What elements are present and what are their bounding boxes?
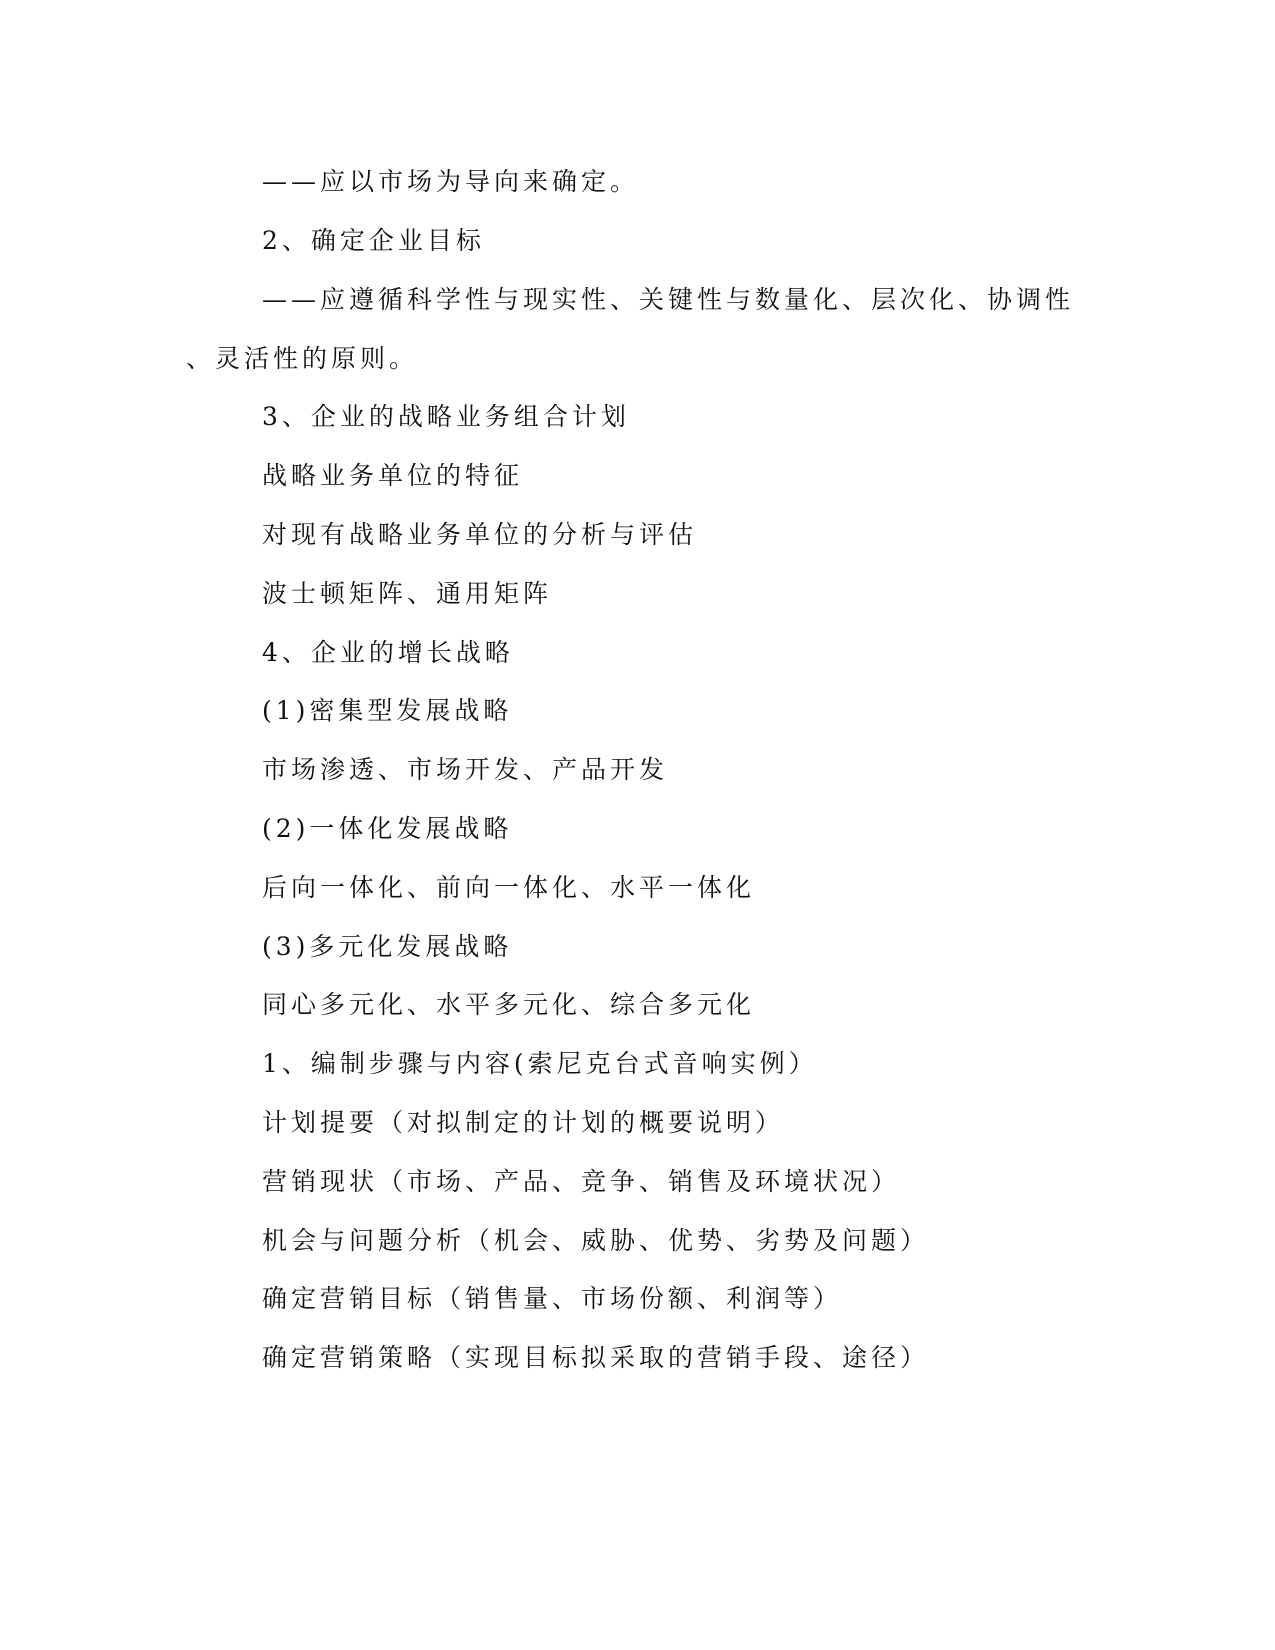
text-line: 计划提要（对拟制定的计划的概要说明） bbox=[262, 1108, 785, 1137]
text-line: 营销现状（市场、产品、竞争、销售及环境状况） bbox=[262, 1167, 901, 1196]
text-line: 确定营销目标（销售量、市场份额、利润等） bbox=[262, 1284, 843, 1313]
section-heading: 1、编制步骤与内容(索尼克台式音响实例） bbox=[262, 1049, 818, 1078]
section-heading: 4、企业的增长战略 bbox=[262, 638, 514, 667]
text-line: 波士顿矩阵、通用矩阵 bbox=[262, 579, 553, 608]
sub-heading: (3)多元化发展战略 bbox=[262, 932, 513, 961]
text-line: 对现有战略业务单位的分析与评估 bbox=[262, 520, 698, 549]
text-line: 确定营销策略（实现目标拟采取的营销手段、途径） bbox=[262, 1343, 930, 1372]
text-line-continuation: 、灵活性的原则。 bbox=[186, 344, 419, 373]
text-line: 战略业务单位的特征 bbox=[262, 461, 524, 490]
sub-heading: (1)密集型发展战略 bbox=[262, 696, 513, 725]
text-line: ——应以市场为导向来确定。 bbox=[262, 167, 640, 196]
text-line: 市场渗透、市场开发、产品开发 bbox=[262, 755, 669, 784]
sub-heading: (2)一体化发展战略 bbox=[262, 814, 513, 843]
section-heading: 2、确定企业目标 bbox=[262, 226, 485, 255]
text-line: 机会与问题分析（机会、威胁、优势、劣势及问题） bbox=[262, 1226, 930, 1255]
text-line: 后向一体化、前向一体化、水平一体化 bbox=[262, 873, 756, 902]
section-heading: 3、企业的战略业务组合计划 bbox=[262, 402, 630, 431]
text-line: ——应遵循科学性与现实性、关键性与数量化、层次化、协调性 bbox=[262, 285, 1075, 314]
text-line: 同心多元化、水平多元化、综合多元化 bbox=[262, 990, 756, 1019]
